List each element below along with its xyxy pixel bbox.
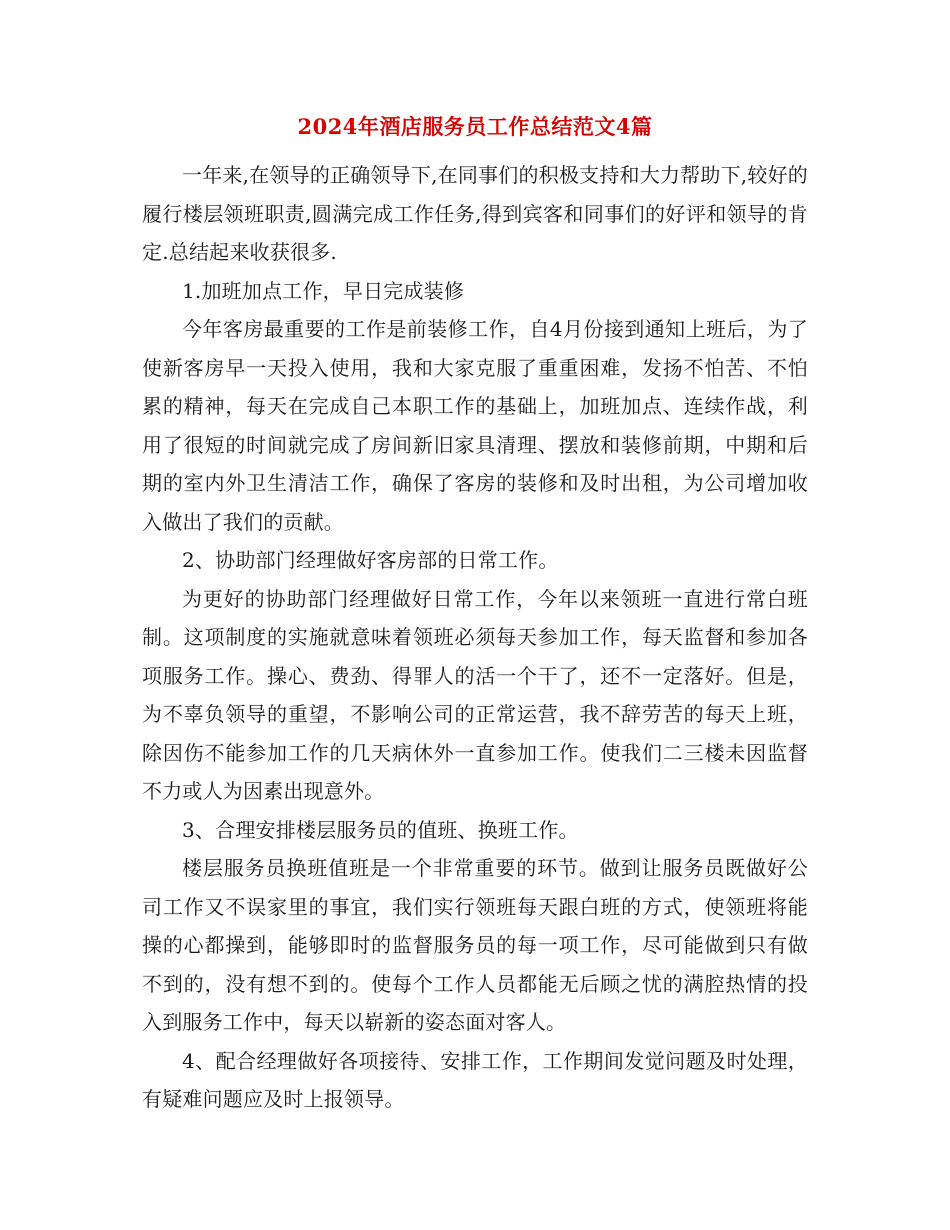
section-3-heading: 3、合理安排楼层服务员的值班、换班工作。 xyxy=(182,817,579,842)
section-4-paragraph: 4、配合经理做好各项接待、安排工作，工作期间发觉问题及时处理，有疑难问题应及时上报领导。 xyxy=(142,1048,808,1111)
section-1-body: 今年客房最重要的工作是前装修工作，自4月份接到通知上班后，为了使新客房早一天投入使用，我和大家克服了重重困难，发扬不怕苦、不怕累的精神，每天在完成自己本职工作的基础上，加班加点、连续作战，利用了很短的时间就完成了房间新旧家具清理、摆放和装修前期，中期和后期的室内外卫生清洁工作，确保了客房的装修和及时出租，为公司增加收入做出了我们的贡献。 xyxy=(142,317,808,534)
document-page xyxy=(142,112,808,1119)
section-3-body: 楼层服务员换班值班是一个非常重要的环节。做到让服务员既做好公司工作又不误家里的事宜，我们实行领班每天跟白班的方式，使领班将能操的心都操到，能够即时的监督服务员的每一项工作，尽可能做到只有做不到的，没有想不到的。使每个工作人员都能无后顾之忧的满腔热情的投入到服务工作中，每天以崭新的姿态面对客人。 xyxy=(142,856,808,1034)
intro-paragraph: 一年来,在领导的正确领导下,在同事们的积极支持和大力帮助下,较好的履行楼层领班职责,圆满完成工作任务,得到宾客和同事们的好评和领导的肯定.总结起来收获很多. xyxy=(142,163,808,264)
section-2-body: 为更好的协助部门经理做好日常工作，今年以来领班一直进行常白班制。这项制度的实施就意味着领班必须每天参加工作，每天监督和参加各项服务工作。操心、费劲、得罪人的活一个干了，还不一定落好。但是，为不辜负领导的重望，不影响公司的正常运营，我不辞劳苦的每天上班，除因伤不能参加工作的几天病休外一直参加工作。使我们二三楼未因监督不力或人为因素出现意外。 xyxy=(142,586,808,803)
section-2-heading: 2、协助部门经理做好客房部的日常工作。 xyxy=(182,548,559,572)
section-1-heading: 1.加班加点工作，早日完成装修 xyxy=(182,278,465,303)
document-title: 2024年酒店服务员工作总结范文4篇 xyxy=(297,114,653,139)
